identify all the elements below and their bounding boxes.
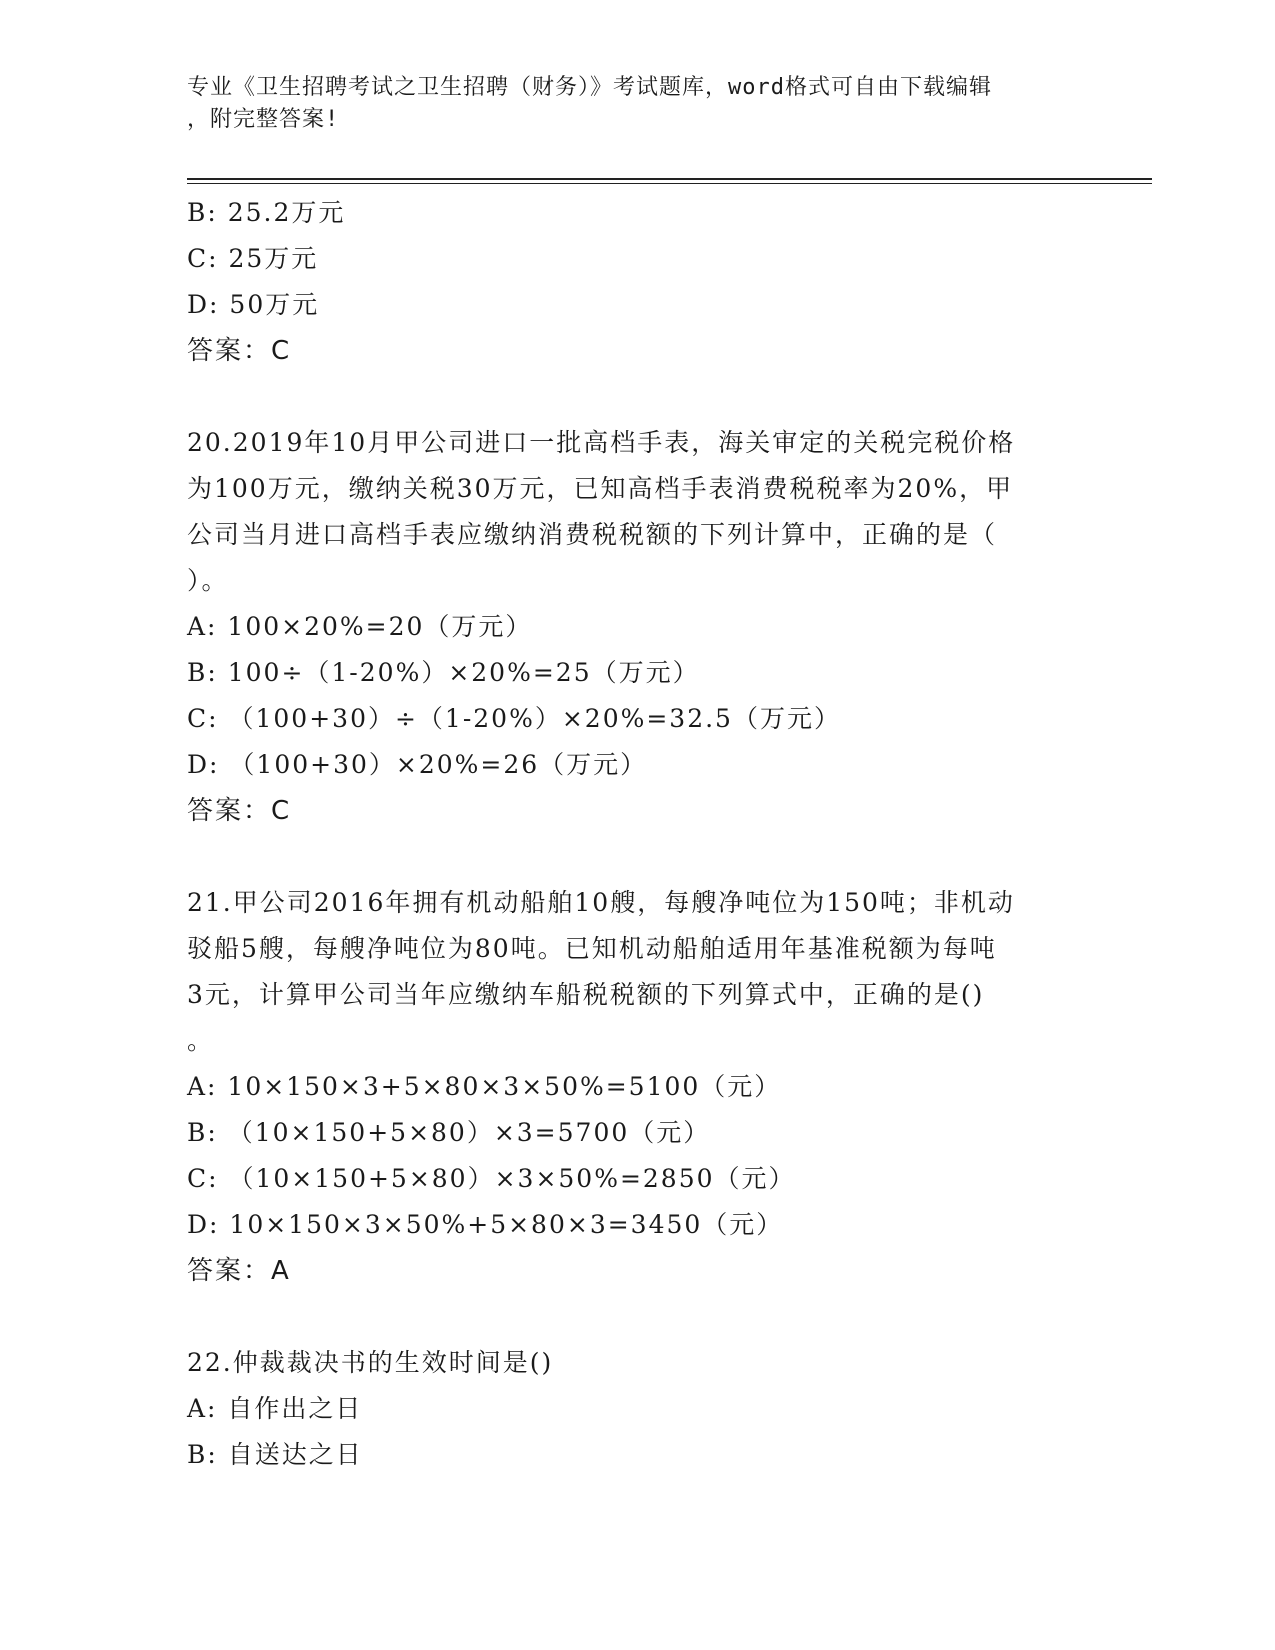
question-block-20	[187, 420, 1087, 834]
option-a: A: 100×20%=20（万元）	[187, 612, 533, 641]
option-d: D: 50万元	[187, 290, 320, 319]
question-text-line: 3元，计算甲公司当年应缴纳车船税税额的下列算式中，正确的是()	[187, 980, 985, 1009]
header-line-2: ，附完整答案!	[187, 107, 340, 132]
spacer	[187, 374, 1087, 420]
document-header	[187, 72, 1087, 136]
option-d: D: 10×150×3×50%+5×80×3=3450（元）	[187, 1210, 784, 1239]
question-list	[187, 190, 1087, 1478]
option-a: A: 10×150×3+5×80×3×50%=5100（元）	[187, 1072, 782, 1101]
question-block-22	[187, 1340, 1087, 1478]
answer-label: 答案：A	[187, 1256, 291, 1286]
option-c: C: （10×150+5×80）×3×50%=2850（元）	[187, 1164, 796, 1193]
option-a: A: 自作出之日	[187, 1394, 363, 1423]
question-text-line: 21.甲公司2016年拥有机动船舶10艘，每艘净吨位为150吨；非机动	[187, 888, 1015, 917]
question-text-line: 为100万元，缴纳关税30万元，已知高档手表消费税税率为20%，甲	[187, 474, 1014, 503]
option-d: D: （100+30）×20%=26（万元）	[187, 750, 648, 779]
option-b: B: 自送达之日	[187, 1440, 363, 1469]
spacer	[187, 1294, 1087, 1340]
option-b: B: （10×150+5×80）×3=5700（元）	[187, 1118, 711, 1147]
spacer	[187, 834, 1087, 880]
header-divider-thin	[187, 183, 1152, 184]
question-text-line: 。	[187, 1026, 215, 1055]
question-text-line: ）。	[187, 566, 229, 595]
option-b: B: 100÷（1-20%）×20%=25（万元）	[187, 658, 700, 687]
question-text-line: 20.2019年10月甲公司进口一批高档手表，海关审定的关税完税价格	[187, 428, 1016, 457]
prev-question-block	[187, 190, 1087, 374]
question-text-line: 22.仲裁裁决书的生效时间是()	[187, 1348, 554, 1377]
option-c: C: 25万元	[187, 244, 319, 273]
option-c: C: （100+30）÷（1-20%）×20%=32.5（万元）	[187, 704, 841, 733]
question-block-21	[187, 880, 1087, 1294]
header-line-1: 专业《卫生招聘考试之卫生招聘（财务）》考试题库，word格式可自由下载编辑	[187, 75, 992, 100]
answer-label: 答案：C	[187, 336, 292, 366]
question-text-line: 公司当月进口高档手表应缴纳消费税税额的下列计算中，正确的是（	[187, 520, 998, 549]
answer-label: 答案：C	[187, 796, 292, 826]
option-b: B: 25.2万元	[187, 198, 346, 227]
question-text-line: 驳船5艘，每艘净吨位为80吨。已知机动船舶适用年基准税额为每吨	[187, 934, 997, 963]
header-divider-thick	[187, 178, 1152, 180]
